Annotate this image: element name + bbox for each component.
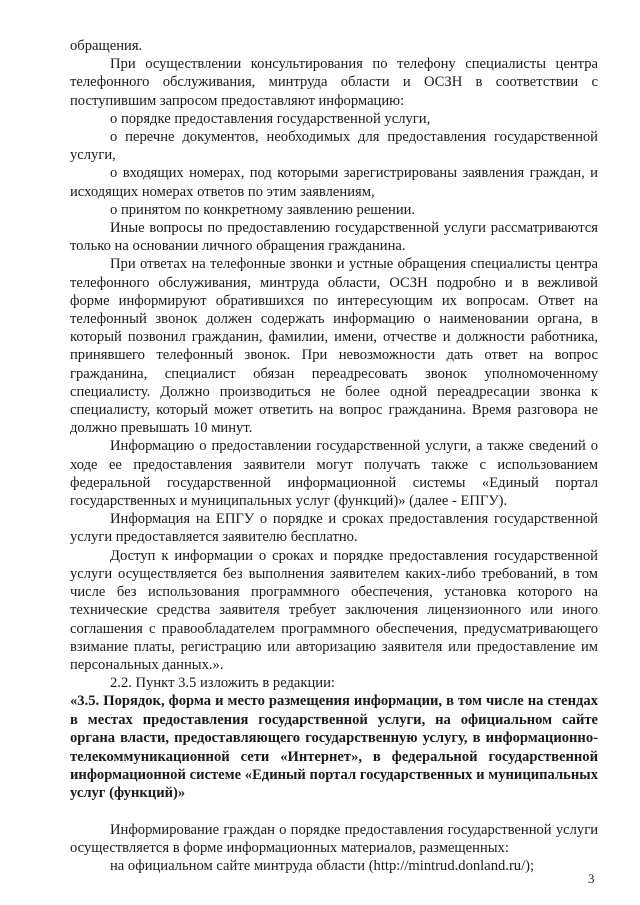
spacer xyxy=(70,803,598,821)
list-item-official-site: на официальном сайте минтруда области (http://mintrud.donland.ru/); xyxy=(110,858,535,875)
list-item-documents: о перечне документов, необходимых для предоставления государственной услуги, xyxy=(70,129,598,164)
paragraph-informing: Информирование граждан о порядке предоставления государственной услуги осуществляется в форме информационных материалов, размещенных: xyxy=(70,821,598,856)
document-page xyxy=(70,37,598,875)
list-item-incoming-numbers: о входящих номерах, под которыми зарегистрированы заявления граждан, и исходящих номерах ответов по этим заявлениям, xyxy=(70,165,598,200)
paragraph-phone-answers: При ответах на телефонные звонки и устные обращения специалисты центра телефонного обслуживания, минтруда области, ОСЗН подробно и в вежливой форме информируют обратившихся по интересующим их вопросам. Ответ на телефонный звонок должен содержать информацию о наименовании органа, в который позвонил гражданин, фамилии, имени, отчестве и должности работника, принявшего телефонный звонок. При невозможности дать ответ на вопрос гражданина, специалист обязан переадресовать звонок уполномоченному специалисту. Должно производиться не более одной переадресации звонка к специалисту, который может ответить на вопрос гражданина. Время разговора не должно превышать 10 минут. xyxy=(70,256,598,437)
section-heading-3-5: «3.5. Порядок, форма и место размещения информации, в том числе на стендах в местах предоставления государственной услуги, на официальном сайте органа власти, предоставляющего государственную услугу, в информационно-телекоммуникационной сети «Интернет», в федеральной государственной информационной системе «Единый портал государственных и муниципальных услуг (функций)» xyxy=(70,693,598,802)
paragraph-epgu-info: Информацию о предоставлении государственной услуги, а также сведений о ходе ее предоставления заявители могут получать также с использованием федеральной государственной информационной системы «Единый портал государственных и муниципальных услуг (функций)» (далее - ЕПГУ). xyxy=(70,438,598,510)
paragraph-access: Доступ к информации о сроках и порядке предоставления государственной услуги осуществляется без выполнения заявителем каких-либо требований, в том числе без использования программного обеспечения, установка которого на технические средства заявителя требует заключения лицензионного или иного соглашения с правообладателем программного обеспечения, предусматривающего взимание платы, регистрацию или авторизацию заявителя или предоставление им персональных данных.». xyxy=(70,547,598,673)
list-item-decision: о принятом по конкретному заявлению решении. xyxy=(110,201,416,218)
paragraph-consulting-phone: При осуществлении консультирования по телефону специалисты центра телефонного обслуживания, минтруда области и ОСЗН в соответствии с поступившим запросом предоставляют информацию: xyxy=(70,56,598,109)
paragraph-other-questions: Иные вопросы по предоставлению государственной услуги рассматриваются только на основании личного обращения гражданина. xyxy=(70,220,598,255)
paragraph-continuation: обращения. xyxy=(70,38,143,54)
page-number: 3 xyxy=(588,871,595,886)
paragraph-epgu-free: Информация на ЕПГУ о порядке и сроках предоставления государственной услуги предоставляется заявителю бесплатно. xyxy=(70,511,598,546)
list-item-procedure: о порядке предоставления государственной услуги, xyxy=(110,110,431,127)
paragraph-clause-2-2: 2.2. Пункт 3.5 изложить в редакции: xyxy=(110,675,335,692)
